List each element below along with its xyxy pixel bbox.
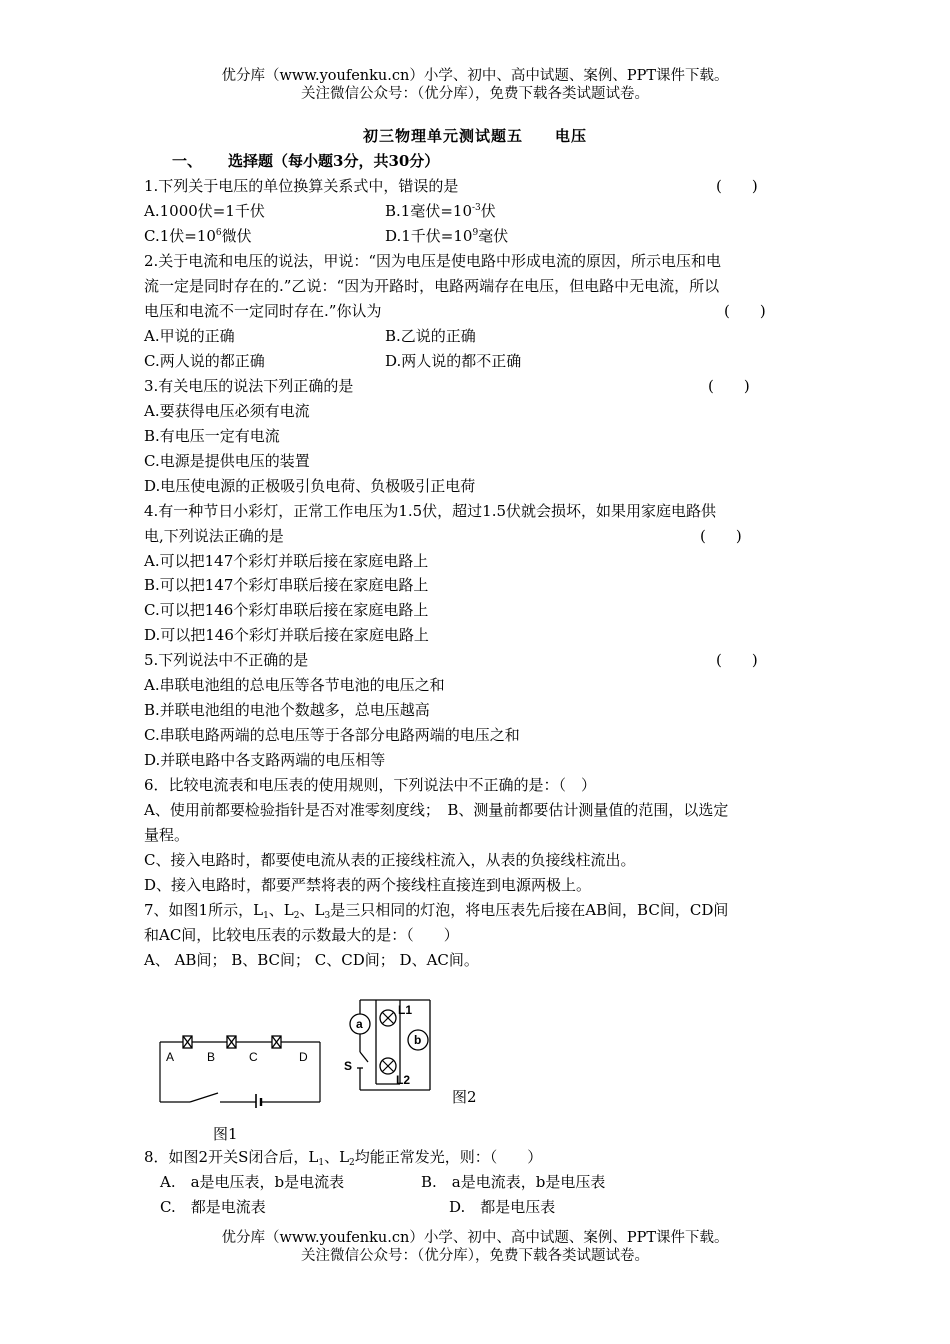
fig1-label-c: C <box>249 1050 258 1064</box>
q3-answer-paren: ( ) <box>708 377 750 395</box>
q6-option-ab-line-2: 量程。 <box>144 826 190 844</box>
q1-stem: 1.下列关于电压的单位换算关系式中，错误的是 <box>144 177 459 195</box>
svg-text:a: a <box>356 1017 363 1031</box>
page-title: 初三物理单元测试题五 电压 <box>362 127 587 145</box>
footer-line-2: 关注微信公众号：（优分库），免费下载各类试题试卷。 <box>301 1248 649 1264</box>
section-number: 一、 <box>172 152 203 170</box>
q2-stem-line-3: 电压和电流不一定同时存在.”你认为 <box>144 302 382 320</box>
q8-option-d: D. 都是电压表 <box>449 1198 556 1216</box>
q2-option-d: D.两人说的都不正确 <box>385 352 522 370</box>
q1-option-b: B.1毫伏$=10^{-3}$伏 <box>385 202 496 220</box>
q6-option-ab-line-1: A、使用前都要检验指针是否对准零刻度线； B、测量前都要估计测量值的范围，以选定 <box>144 801 729 819</box>
q1-options-ab <box>144 201 265 221</box>
q2-stem-line-2: 流一定是同时存在的.”乙说：“因为开路时，电路两端存在电压，但电路中无电流，所以 <box>144 277 720 295</box>
q5-option-b: B.并联电池组的电池个数越多，总电压越高 <box>144 701 430 719</box>
fig1-label-b: B <box>207 1050 216 1064</box>
q5-answer-paren: ( ) <box>716 651 758 669</box>
lamp-l1-fig2 <box>380 1010 396 1026</box>
q3-option-b: B.有电压一定有电流 <box>144 427 280 445</box>
q4-option-a: A.可以把147个彩灯并联后接在家庭电路上 <box>144 552 429 570</box>
lamp-l2-label: L2 <box>396 1073 411 1087</box>
figure-1-caption: 图1 <box>213 1125 238 1143</box>
q2-stem-line-1: 2.关于电流和电压的说法，甲说：“因为电压是使电路中形成电流的原因，所示电压和电 <box>144 252 721 270</box>
figure-1-circuit <box>150 1028 330 1108</box>
figure-2-caption: 图2 <box>452 1088 477 1106</box>
lamp-l2 <box>227 1036 236 1048</box>
q8-option-b: B. a是电流表，b是电压表 <box>421 1173 606 1191</box>
q3-option-d: D.电压使电源的正极吸引负电荷、负极吸引正电荷 <box>144 477 476 495</box>
q7-stem-line-1: 7、如图1所示，$L_1$、$L_2$、$L_3$是三只相同的灯泡，将电压表先后接在AB间，BC间，CD间 <box>144 901 729 921</box>
section-heading <box>172 151 439 171</box>
header-line-2: 关注微信公众号：（优分库），免费下载各类试题试卷。 <box>301 86 649 102</box>
figure-2-circuit <box>340 994 440 1094</box>
section-label: 选择题（每小题3分，共30分） <box>228 152 440 170</box>
q5-stem: 5.下列说法中不正确的是 <box>144 651 309 669</box>
q1-option-a: A.1000伏=1千伏 <box>144 202 265 220</box>
q7-options: A、 AB间； B、BC间； C、CD间； D、AC间。 <box>144 951 479 969</box>
q8-stem: 8．如图2开关S闭合后，$L_1$、$L_2$均能正常发光，则：（ ） <box>144 1148 543 1168</box>
q3-option-c: C.电源是提供电压的装置 <box>144 452 310 470</box>
q7-stem-line-2: 和AC间，比较电压表的示数最大的是：（ ） <box>144 926 459 944</box>
q5-option-d: D.并联电路中各支路两端的电压相等 <box>144 751 386 769</box>
fig1-label-a: A <box>166 1050 175 1064</box>
q2-option-b: B.乙说的正确 <box>385 327 476 345</box>
meter-a <box>350 1014 370 1034</box>
lamp-l3 <box>272 1036 281 1048</box>
meter-b <box>408 1030 428 1050</box>
q4-option-d: D.可以把146个彩灯并联后接在家庭电路上 <box>144 626 429 644</box>
q1-option-c: C.1伏$=10^6$微伏 <box>144 227 252 245</box>
lamp-l1-label: L1 <box>398 1003 413 1017</box>
q4-stem-line-2: 电,下列说法正确的是 <box>144 527 284 545</box>
q8-option-a: A. a是电压表，b是电流表 <box>160 1173 345 1191</box>
q1-answer-paren: ( ) <box>716 177 758 195</box>
q4-option-c: C.可以把146个彩灯串联后接在家庭电路上 <box>144 601 429 619</box>
switch-label: S <box>344 1059 353 1073</box>
header-line-1: 优分库（www.youfenku.cn）小学、初中、高中试题、案例、PPT课件下载。 <box>221 68 729 84</box>
q4-option-b: B.可以把147个彩灯串联后接在家庭电路上 <box>144 576 429 594</box>
q6-option-d: D、接入电路时，都要严禁将表的两个接线柱直接连到电源两极上。 <box>144 876 592 894</box>
footer-line-1: 优分库（www.youfenku.cn）小学、初中、高中试题、案例、PPT课件下载。 <box>221 1230 729 1246</box>
q2-option-c: C.两人说的都正确 <box>144 352 265 370</box>
q1-option-d: D.1千伏$=10^9$毫伏 <box>385 227 509 245</box>
q4-stem-line-1: 4.有一种节日小彩灯，正常工作电压为1.5伏，超过1.5伏就会损坏，如果用家庭电路供 <box>144 502 717 520</box>
q2-answer-paren: ( ) <box>724 302 766 320</box>
q8-option-c: C. 都是电流表 <box>160 1198 266 1216</box>
q3-stem: 3.有关电压的说法下列正确的是 <box>144 377 354 395</box>
q6-stem: 6．比较电流表和电压表的使用规则，下列说法中不正确的是：（ ） <box>144 776 597 794</box>
svg-text:b: b <box>414 1033 422 1047</box>
q5-option-c: C.串联电路两端的总电压等于各部分电路两端的电压之和 <box>144 726 520 744</box>
q4-answer-paren: ( ) <box>700 527 742 545</box>
q6-option-c: C、接入电路时，都要使电流从表的正接线柱流入，从表的负接线柱流出。 <box>144 851 636 869</box>
lamp-l2-fig2 <box>380 1058 396 1074</box>
fig1-label-d: D <box>299 1050 308 1064</box>
q3-option-a: A.要获得电压必须有电流 <box>144 402 310 420</box>
lamp-l1 <box>183 1036 192 1048</box>
q5-option-a: A.串联电池组的总电压等各节电池的电压之和 <box>144 676 445 694</box>
q2-option-a: A.甲说的正确 <box>144 327 235 345</box>
